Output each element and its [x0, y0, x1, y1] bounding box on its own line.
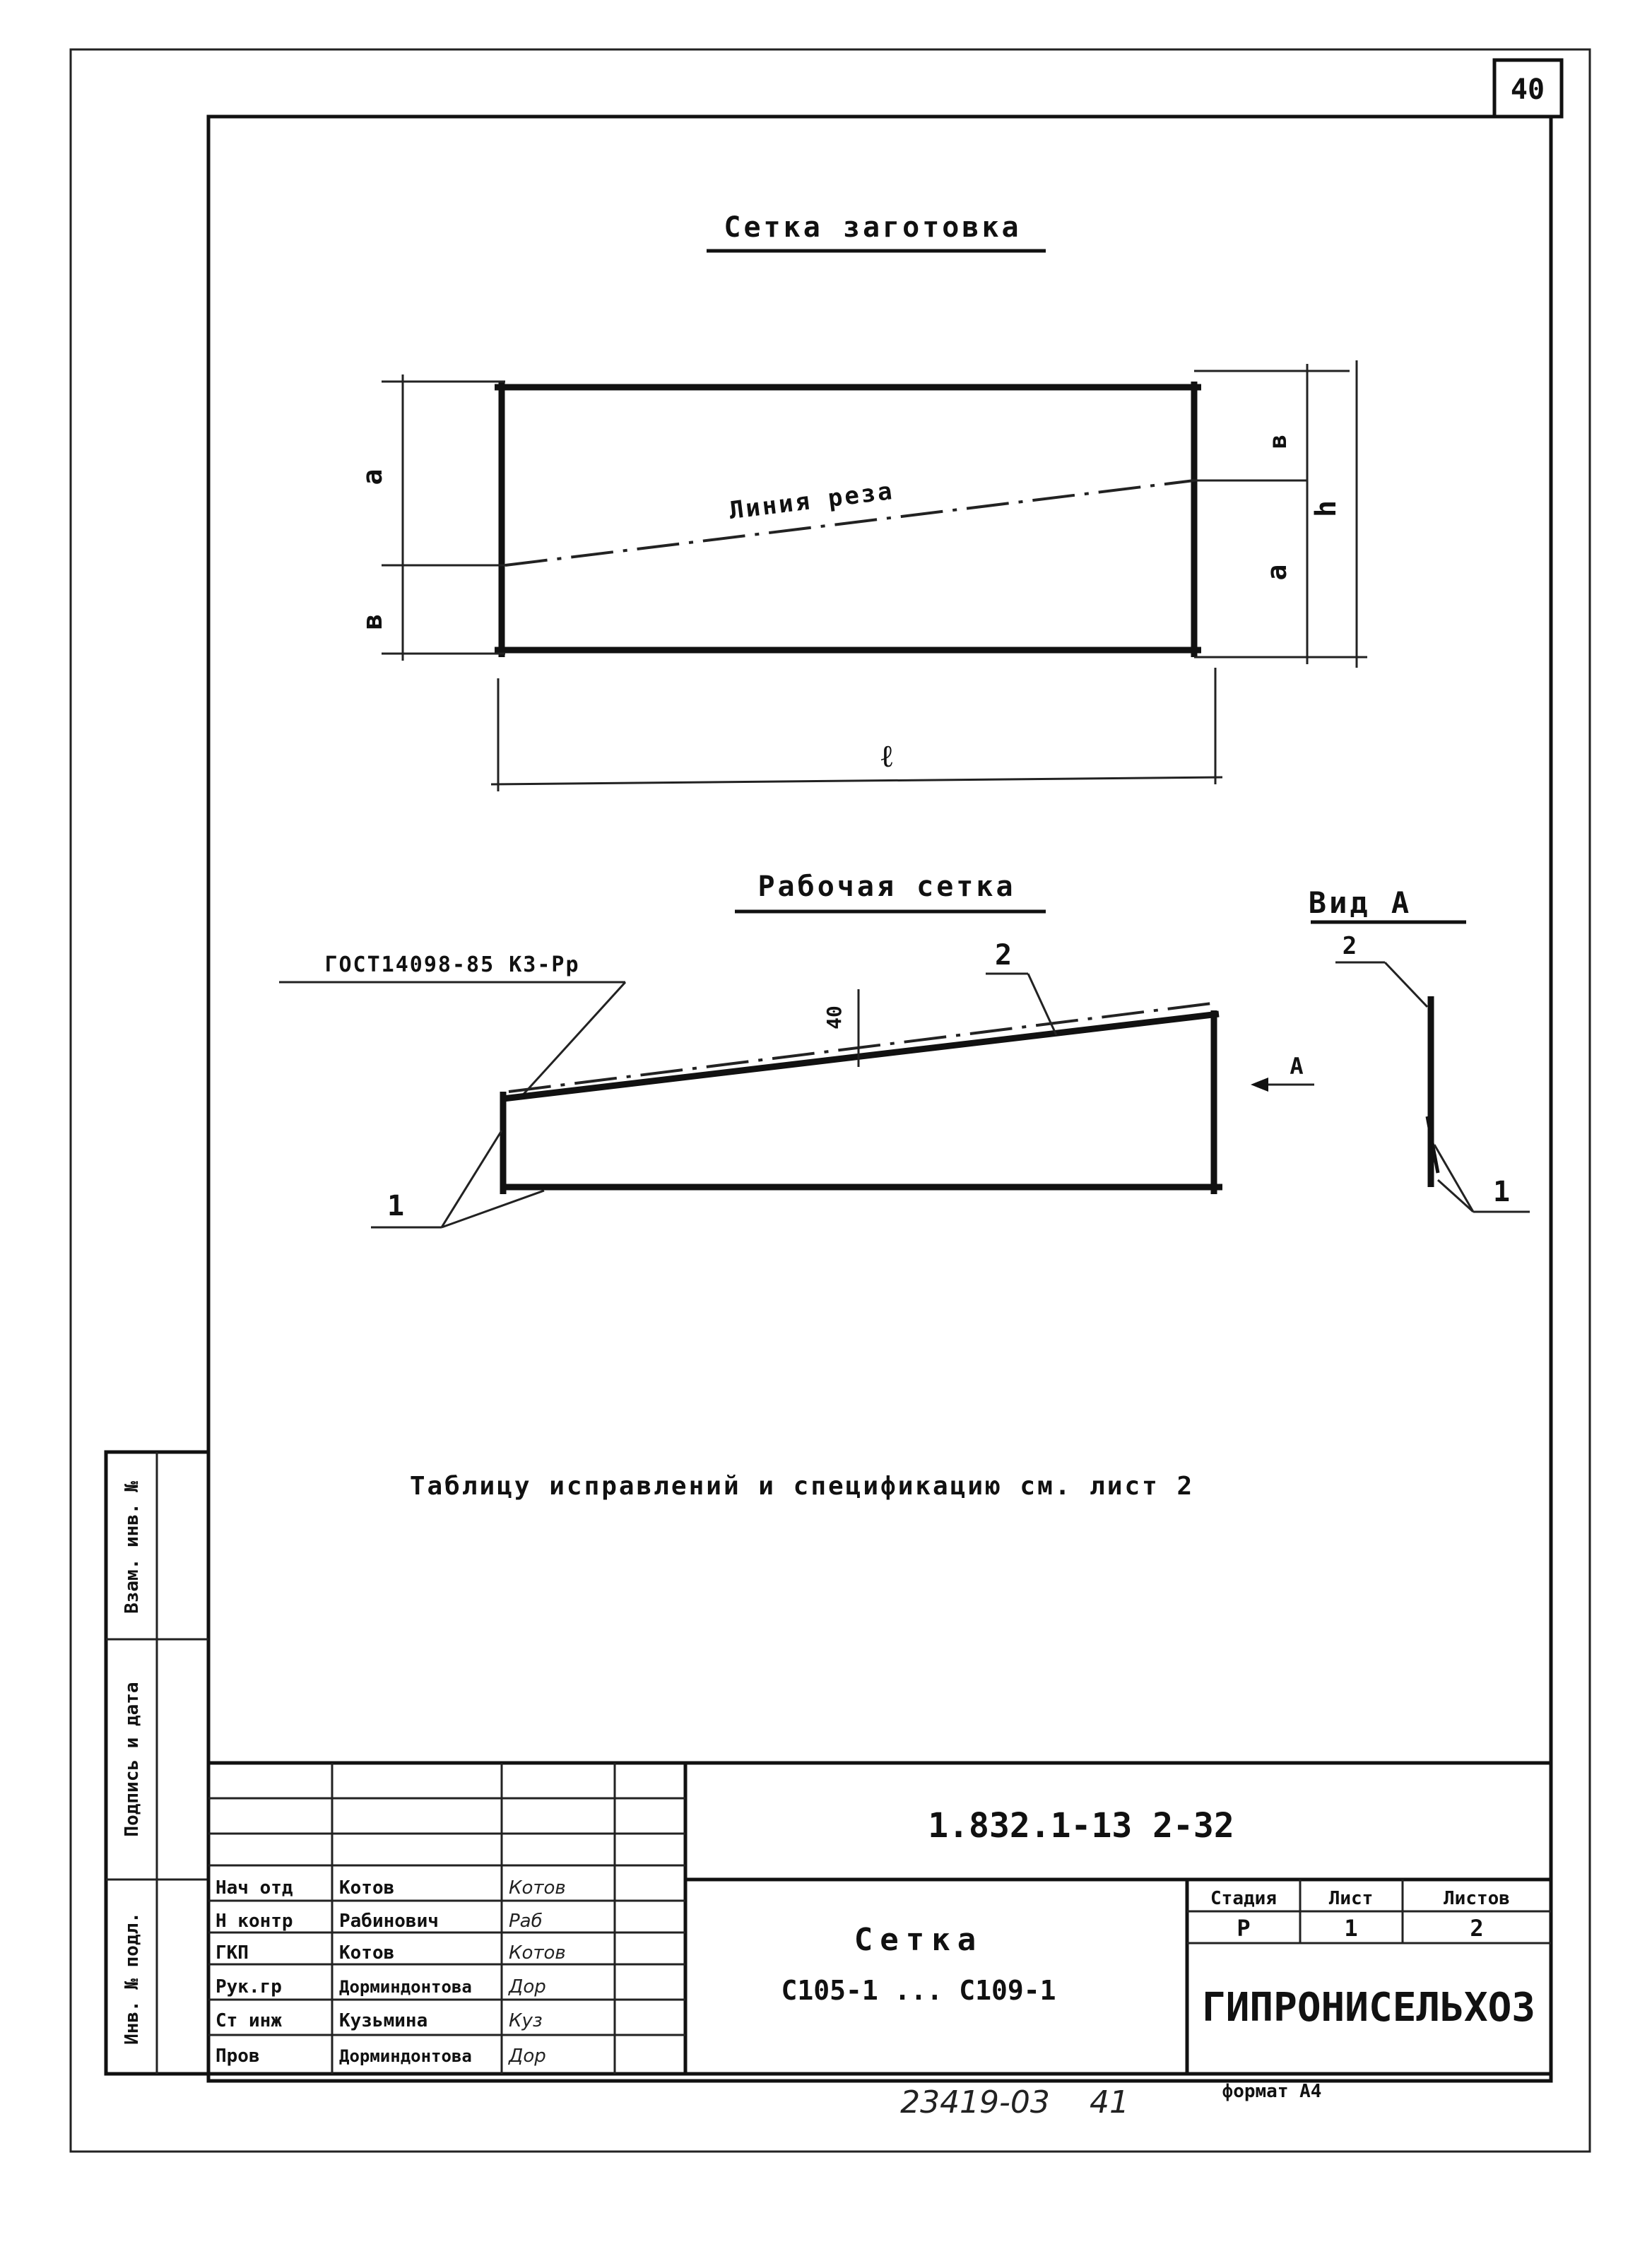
working-pos-1-leader-b [442, 1191, 544, 1227]
sig-name: Кузьмина [339, 2010, 428, 2031]
outer-frame [71, 49, 1590, 2152]
sig-role: Ст инж [216, 2010, 282, 2031]
sig-signature: Котов [509, 1877, 566, 1899]
dim-line-l [491, 777, 1222, 784]
view-a-title: Вид А [1308, 885, 1412, 920]
signature-row [216, 1877, 566, 1899]
sheet-value: 1 [1344, 1915, 1358, 1942]
dim-b-left: в [357, 613, 388, 630]
format-label: формат А4 [1222, 2081, 1322, 2102]
sig-role: ГКП [216, 1942, 249, 1964]
sig-role: Рук.гр [216, 1976, 282, 1998]
signature-row [216, 2046, 546, 2067]
stage-value: Р [1237, 1915, 1251, 1942]
doc-code: 1.832.1-13 2-32 [928, 1806, 1234, 1846]
note-text: Таблицу исправлений и спецификацию см. лист 2 [409, 1472, 1195, 1501]
signature-row [216, 1942, 566, 1964]
view-a-pos-1: 1 [1492, 1176, 1511, 1208]
product-name: Сетка [854, 1922, 984, 1958]
dim-b-right: в [1264, 434, 1292, 449]
product-range: С105-1 ... С109-1 [781, 1975, 1056, 2006]
sig-signature: Куз [509, 2010, 543, 2031]
working-axis-line [509, 1003, 1212, 1092]
signature-row [216, 1911, 543, 1932]
sig-role: Н контр [216, 1911, 293, 1932]
working-pos-2: 2 [994, 939, 1013, 972]
side-stamp-inv-orig: Инв. № подл. [122, 1912, 143, 2045]
view-arrow-label: А [1290, 1053, 1304, 1080]
view-a-pos-1-leader-b [1438, 1180, 1473, 1212]
gost-label: ГОСТ14098-85 К3-Рр [324, 952, 580, 977]
view-a-pos-2-leader [1385, 962, 1427, 1007]
sig-name: Дорминдонтова [339, 2046, 472, 2066]
side-stamp-sign-date: Подпись и дата [122, 1682, 143, 1837]
blank-title: Сетка заготовка [724, 211, 1022, 244]
sig-name: Дорминдонтова [339, 1977, 472, 1997]
sheet-header: Лист [1328, 1888, 1374, 1909]
side-stamp-inv-replace: Взам. инв. № [122, 1481, 143, 1614]
working-title: Рабочая сетка [757, 871, 1016, 903]
sig-name: Котов [339, 1877, 395, 1899]
sig-name: Рабинович [339, 1911, 439, 1932]
sig-signature: Раб [509, 1911, 543, 1932]
sig-signature: Дор [509, 1976, 546, 1998]
working-pos-1-leader-a [442, 1131, 502, 1227]
cut-line-label: Линия реза [727, 476, 896, 526]
bottom-sheet: 41 [1090, 2084, 1129, 2120]
dim-h: h [1310, 500, 1343, 518]
sig-signature: Дор [509, 2046, 546, 2067]
view-a-pos-1-leader-a [1434, 1145, 1473, 1212]
sig-signature: Котов [509, 1942, 566, 1964]
inner-frame [208, 117, 1551, 2081]
gost-leader [519, 982, 625, 1099]
view-arrow-head [1251, 1078, 1268, 1092]
stage-header: Стадия [1210, 1888, 1277, 1909]
sig-role: Нач отд [216, 1877, 293, 1899]
working-pos-1: 1 [387, 1190, 405, 1222]
view-a-pos-2: 2 [1342, 932, 1357, 960]
signature-row [216, 1976, 546, 1998]
sheets-value: 2 [1470, 1915, 1484, 1942]
sheets-header: Листов [1444, 1888, 1510, 1909]
organization: ГИПРОНИСЕЛЬХОЗ [1201, 1985, 1536, 2031]
page-number: 40 [1510, 73, 1545, 106]
dim-a-right: a [1261, 564, 1292, 581]
bottom-number: 23419-03 [900, 2084, 1050, 2120]
dim-l: ℓ [880, 738, 893, 774]
signature-row [216, 2010, 543, 2031]
sig-name: Котов [339, 1942, 395, 1964]
dim-a-left: a [357, 468, 388, 485]
dim-40: 40 [822, 1005, 846, 1029]
working-top-edge [503, 1014, 1219, 1099]
sig-role: Пров [216, 2046, 260, 2067]
